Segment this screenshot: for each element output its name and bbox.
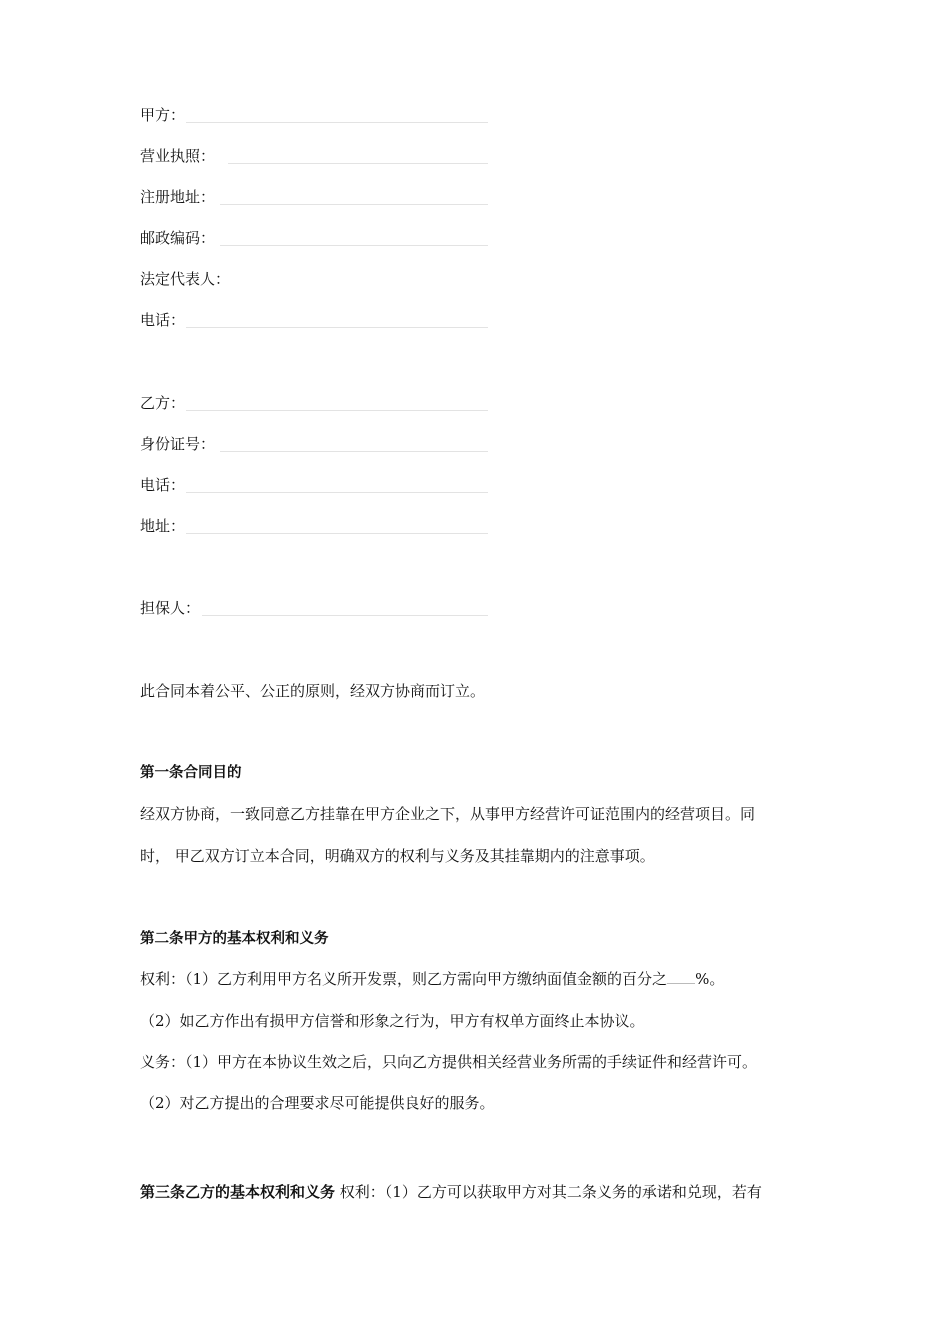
party-b-id-line[interactable] — [220, 451, 488, 452]
article-2-rights-2: （2）如乙方作出有损甲方信誉和形象之行为，甲方有权单方面终止本协议。 — [140, 1012, 645, 1030]
party-a-address-field — [140, 186, 215, 208]
guarantor-label: 担保人： — [140, 599, 201, 617]
party-a-legal-rep-label: 法定代表人： — [140, 270, 231, 288]
guarantor-line[interactable] — [202, 615, 488, 616]
party-a-address-line[interactable] — [220, 204, 488, 205]
party-b-address-label: 地址： — [140, 517, 186, 535]
party-a-postcode-line[interactable] — [220, 245, 488, 246]
party-a-name-label: 甲方： — [140, 106, 186, 124]
article-1-line-1: 经双方协商，一致同意乙方挂靠在甲方企业之下，从事甲方经营许可证范围内的经营项目。同 — [140, 805, 756, 823]
party-a-name-field — [140, 104, 185, 126]
article-1-line-2: 时， 甲乙双方订立本合同，明确双方的权利与义务及其挂靠期内的注意事项。 — [140, 847, 655, 865]
party-a-postcode-label: 邮政编码： — [140, 229, 216, 247]
party-b-name-label: 乙方： — [140, 394, 186, 412]
article-3-line — [140, 1181, 762, 1203]
party-b-name-field — [140, 392, 185, 414]
party-b-address-line[interactable] — [186, 533, 488, 534]
preamble: 此合同本着公平、公正的原则，经双方协商而订立。 — [140, 682, 486, 700]
party-b-phone-line[interactable] — [186, 492, 488, 493]
article-2-rights-1-prefix: 权利：（1）乙方利用甲方名义所开发票，则乙方需向甲方缴纳面值金额的百分之 — [140, 970, 668, 988]
article-3-text: 权利：（1）乙方可以获取甲方对其二条义务的承诺和兑现，若有 — [335, 1183, 762, 1201]
party-a-license-line[interactable] — [228, 163, 488, 164]
article-2-rights-1 — [140, 968, 724, 990]
article-2-title: 第二条甲方的基本权利和义务 — [140, 931, 329, 947]
article-2-rights-1-suffix: %。 — [695, 970, 725, 988]
party-a-legal-rep-field — [140, 268, 230, 290]
party-b-address-field — [140, 515, 185, 537]
guarantor-field — [140, 597, 200, 619]
party-b-phone-label: 电话： — [140, 476, 186, 494]
party-a-phone-label: 电话： — [140, 311, 186, 329]
party-b-id-field — [140, 433, 215, 455]
article-2-duties-1: 义务：（1）甲方在本协议生效之后，只向乙方提供相关经营业务所需的手续证件和经营许可。 — [140, 1053, 758, 1071]
article-3-title: 第三条乙方的基本权利和义务 — [140, 1183, 336, 1201]
party-a-address-label: 注册地址： — [140, 188, 216, 206]
party-b-phone-field — [140, 474, 185, 496]
party-b-name-line[interactable] — [186, 410, 488, 411]
party-a-postcode-field — [140, 227, 215, 249]
party-a-phone-field — [140, 309, 185, 331]
party-a-license-label: 营业执照： — [140, 147, 216, 165]
party-a-name-line[interactable] — [186, 122, 488, 123]
party-a-phone-line[interactable] — [186, 327, 488, 328]
party-a-license-field — [140, 145, 215, 167]
article-2-duties-2: （2）对乙方提出的合理要求尽可能提供良好的服务。 — [140, 1094, 495, 1112]
percentage-blank[interactable] — [667, 969, 695, 984]
party-b-id-label: 身份证号： — [140, 435, 216, 453]
article-1-title: 第一条合同目的 — [140, 765, 242, 781]
